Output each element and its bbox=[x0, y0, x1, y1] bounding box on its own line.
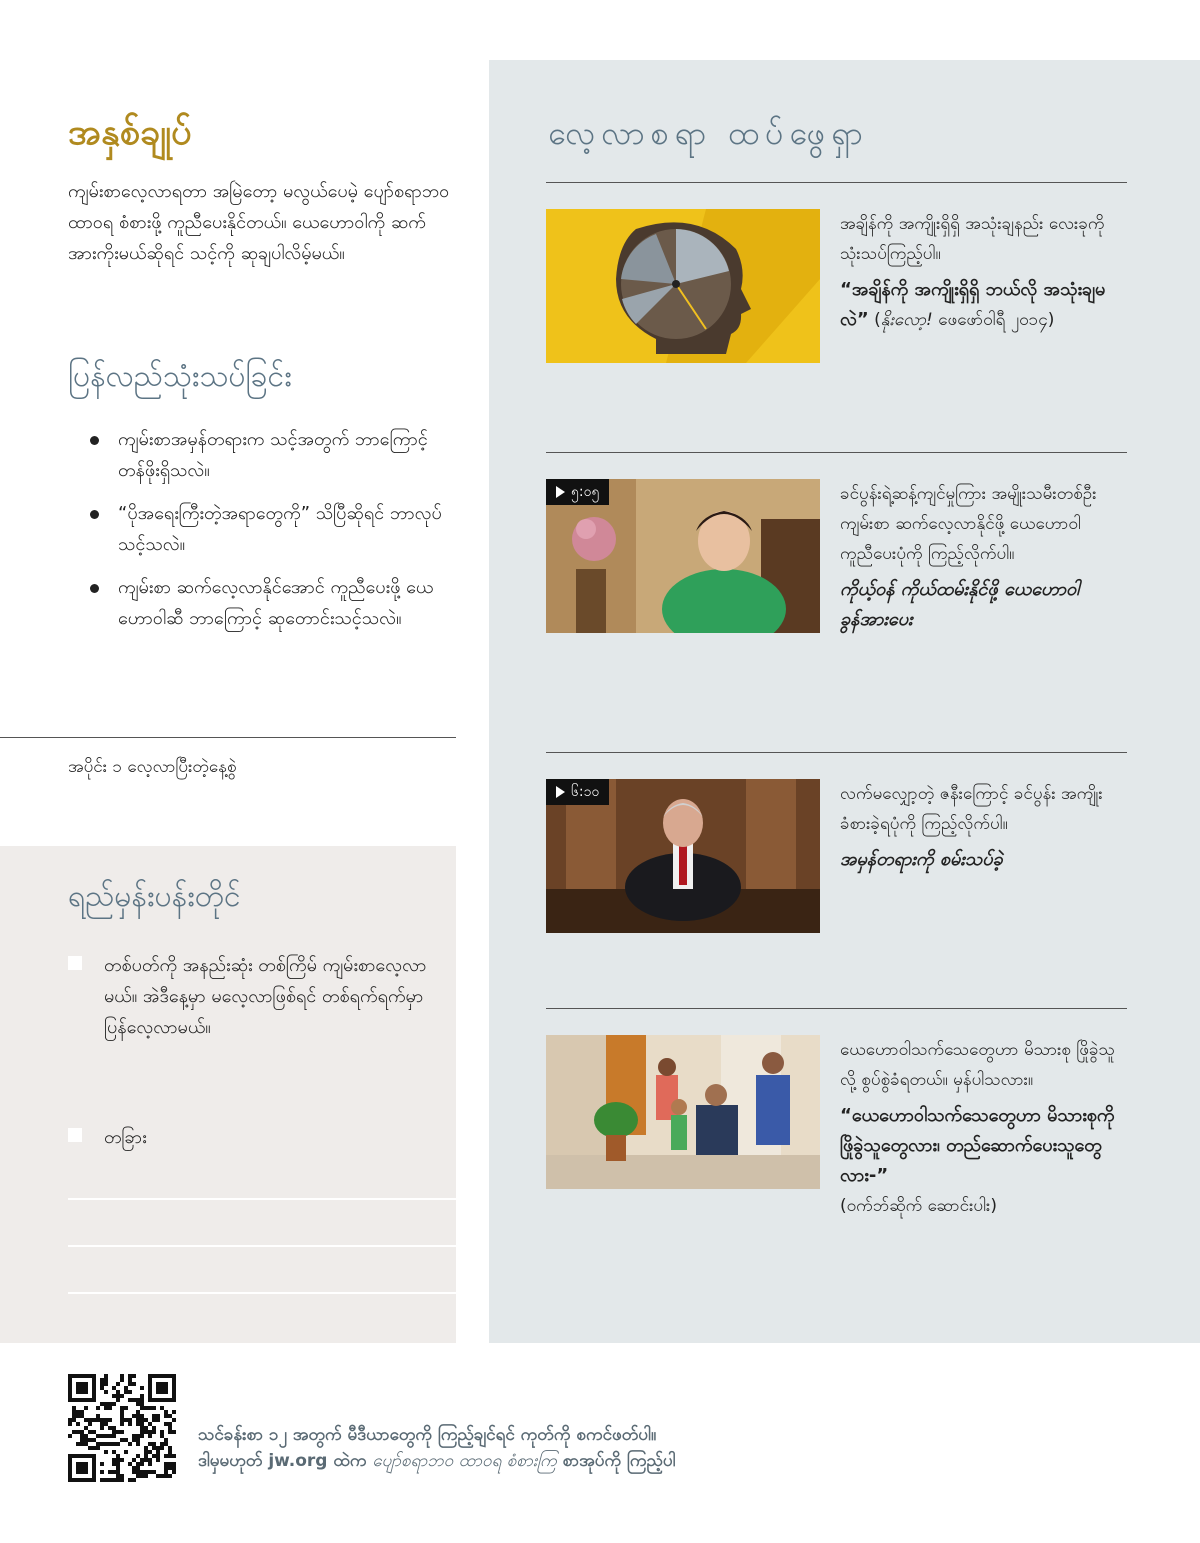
review-item: ကျမ်းစာအမှန်တရားက သင့်အတွက် ဘာကြောင့် တန်ဖိုးရှိသလဲ။ bbox=[90, 424, 450, 486]
goal-title: ရည်မှန်းပန်းတိုင် bbox=[68, 879, 241, 914]
explore-item-2 bbox=[840, 479, 1118, 641]
left-column bbox=[0, 0, 490, 1343]
divider bbox=[546, 1008, 1127, 1009]
item-title-link[interactable]: “အချိန်ကို အကျိုးရှိရှိ ဘယ်လို အသုံးချမလဲ” bbox=[840, 279, 1106, 330]
play-icon bbox=[556, 486, 565, 498]
video-thumbnail-man[interactable] bbox=[546, 779, 820, 933]
explore-item-4 bbox=[840, 1035, 1118, 1227]
item-title-link[interactable]: အမှန်တရားကို စမ်းသပ်ခဲ့ bbox=[840, 849, 1003, 870]
explore-item-3 bbox=[840, 779, 1118, 881]
review-item: “ပိုအရေးကြီးတဲ့အရာတွေကို” သိပြီဆိုရင် ဘာလုပ်သင့်သလဲ။ bbox=[90, 498, 450, 560]
video-thumbnail-woman[interactable] bbox=[546, 479, 820, 633]
time-article-thumbnail[interactable] bbox=[546, 209, 820, 363]
divider bbox=[0, 737, 456, 738]
footer-line-1: သင်ခန်းစာ ၁၂ အတွက် မီဒီယာတွေကို ကြည့်ချင်ရင် ကုတ်ကို စကင်ဖတ်ပါ။ bbox=[198, 1425, 657, 1445]
write-line[interactable] bbox=[68, 1245, 456, 1247]
review-list bbox=[90, 424, 450, 646]
footer-text bbox=[198, 1422, 676, 1474]
checkbox[interactable] bbox=[68, 1128, 82, 1142]
item-intro: ယေဟောဝါသက်သေတွေဟာ မိသားစု ဖြိုခွဲသူလို့ စွပ်စွဲခံရတယ်။ မှန်ပါသလား။ bbox=[840, 1040, 1115, 1090]
item-source: (ဝက်ဘ်ဆိုက် ဆောင်းပါး) bbox=[840, 1196, 997, 1216]
checkbox[interactable] bbox=[68, 956, 82, 970]
item-title-link[interactable]: ကိုယ့်ဝန် ကိုယ်ထမ်းနိုင်ဖို့ ယေဟောဝါ ခွန်အားပေး bbox=[840, 579, 1080, 630]
explore-title: လေ့လာစရာ ထပ်ဖွေရှာ bbox=[548, 114, 869, 152]
goal-option-other: တခြား bbox=[68, 1122, 428, 1153]
bullet-icon bbox=[90, 510, 99, 519]
divider bbox=[546, 182, 1127, 183]
study-date-label: အပိုင်း ၁ လေ့လာပြီးတဲ့နေ့စွဲ bbox=[68, 757, 237, 777]
bullet-icon bbox=[90, 584, 99, 593]
book-title: ပျော်စရာဘဝ ထာဝရ စံစားကြ bbox=[372, 1451, 557, 1471]
bullet-icon bbox=[90, 436, 99, 445]
divider bbox=[546, 452, 1127, 453]
write-line[interactable] bbox=[68, 1198, 456, 1200]
qr-code-icon[interactable] bbox=[68, 1374, 176, 1482]
explore-item-1: အချိန်ကို အကျိုးရှိရှိ အသုံးချနည်း လေးခုကို သုံးသပ်ကြည့်ပါ။ “အချိန်ကို အကျိုးရှိရှိ ဘယ်လို အသုံးချမလဲ” (နိုးလော့! ဖေဖော်ဝါရီ ၂၀၁၄) bbox=[840, 209, 1118, 341]
review-item: ကျမ်းစာ ဆက်လေ့လာနိုင်အောင် ကူညီပေးဖို့ ယေဟောဝါဆီ ဘာကြောင့် ဆုတောင်းသင့်သလဲ။ bbox=[90, 572, 450, 634]
write-line[interactable] bbox=[68, 1292, 456, 1294]
item-intro: လက်မလျှော့တဲ့ ဇနီးကြောင့် ခင်ပွန်း အကျိုးခံစားခဲ့ရပုံကို ကြည့်လိုက်ပါ။ bbox=[840, 784, 1103, 834]
summary-title: အနှစ်ချုပ် bbox=[68, 112, 192, 153]
footer-line-2: ဒါမှမဟုတ် jw.org ထဲက ပျော်စရာဘဝ ထာဝရ စံစားကြ စာအုပ်ကို ကြည့်ပါ bbox=[198, 1451, 676, 1471]
summary-text: ကျမ်းစာလေ့လာရတာ အမြဲတော့ မလွယ်ပေမဲ့ ပျော်စရာဘဝ ထာဝရ စံစားဖို့ ကူညီပေးနိုင်တယ်။ ယေဟောဝါကို ဆက်အားကိုးမယ်ဆိုရင် သင့်ကို ဆုချပါလိမ့်မယ်။ bbox=[68, 181, 450, 264]
play-button[interactable]: ၅:၀၅ bbox=[546, 479, 609, 505]
item-title-link[interactable]: “ယေဟောဝါသက်သေတွေဟာ မိသားစုကို ဖြိုခွဲသူတွေလား၊ တည်ဆောက်ပေးသူတွေလား-” bbox=[840, 1105, 1115, 1186]
divider bbox=[546, 752, 1127, 753]
review-title: ပြန်လည်သုံးသပ်ခြင်း bbox=[68, 359, 292, 394]
item-intro: အချိန်ကို အကျိုးရှိရှိ အသုံးချနည်း လေးခုကို သုံးသပ်ကြည့်ပါ။ bbox=[840, 214, 1105, 264]
item-intro: ခင်ပွန်းရဲ့ဆန့်ကျင်မှုကြား အမျိုးသမီးတစ်ဦး ကျမ်းစာ ဆက်လေ့လာနိုင်ဖို့ ယေဟောဝါ ကူညီပေးပုံကို ကြည့်လိုက်ပါ။ bbox=[840, 484, 1097, 564]
play-button[interactable]: ၆:၁၀ bbox=[546, 779, 609, 805]
play-icon bbox=[556, 786, 565, 798]
family-article-thumbnail[interactable] bbox=[546, 1035, 820, 1189]
goal-option-weekly: တစ်ပတ်ကို အနည်းဆုံး တစ်ကြိမ် ကျမ်းစာလေ့လာမယ်။ အဲဒီနေ့မှာ မလေ့လာဖြစ်ရင် တစ်ရက်ရက်မှာ ပြန်လေ့လာမယ်။ bbox=[68, 950, 428, 1043]
